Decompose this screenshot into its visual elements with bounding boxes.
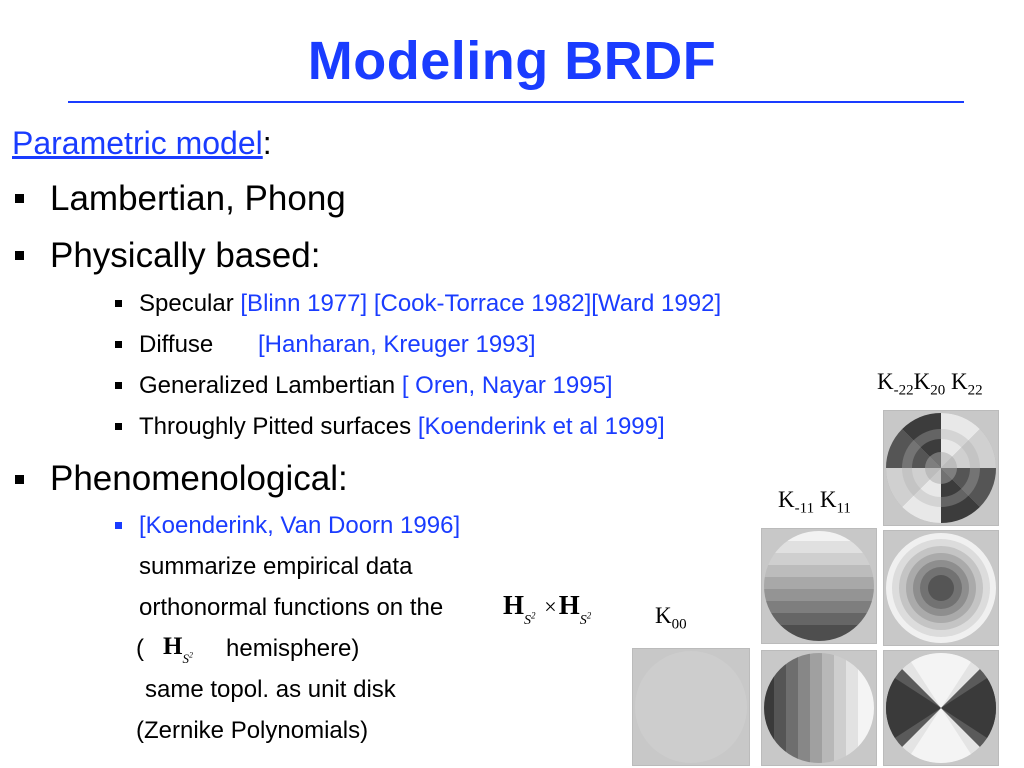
bullet-physically-based: Physically based: (50, 236, 321, 275)
slide-title: Modeling BRDF (307, 31, 717, 91)
math-product (503, 590, 592, 628)
kernel-k-11-image (761, 528, 877, 644)
pitted-label: Throughly Pitted surfaces (139, 413, 418, 440)
sub-bullet-square (115, 522, 122, 529)
bullet-phenomenological: Phenomenological: (50, 459, 348, 498)
math-sub1: S2 (524, 610, 536, 628)
label-k22: $K_{-22}K_{20}$ $K_{22}$ (877, 369, 983, 399)
text-hemi-open: ( (136, 635, 144, 662)
kernel-k22-image (883, 650, 999, 766)
item-generalized-lambertian (139, 372, 613, 400)
math-hemisphere-h: $H_{S^2}$ (163, 633, 193, 666)
text-orthonormal: orthonormal functions on the (139, 594, 444, 621)
sub-bullet-square (115, 341, 122, 348)
kernel-k-22-image (883, 410, 999, 526)
kernel-k00-image (632, 648, 750, 766)
item-diffuse (139, 331, 213, 359)
bullet-square (15, 194, 24, 203)
sub-bullet-square (115, 300, 122, 307)
specular-label: Specular (139, 290, 241, 317)
bullet-square (15, 475, 24, 484)
parametric-heading (12, 125, 272, 162)
math-h1: H (503, 590, 525, 620)
diffuse-label: Diffuse (139, 331, 214, 358)
sub-bullet-square (115, 382, 122, 389)
text-zernike: (Zernike Polynomials) (136, 717, 369, 744)
sub-bullet-square (115, 423, 122, 430)
specular-ref: [Blinn 1977] [Cook-Torrace 1982][Ward 1992] (240, 290, 722, 317)
pitted-ref: [Koenderink et al 1999] (417, 413, 665, 440)
text-summarize: summarize empirical data (139, 553, 413, 580)
text-hemisphere: hemisphere) (226, 635, 360, 662)
math-times: × (544, 594, 557, 619)
item-specular (139, 290, 721, 318)
koenderink-ref: [Koenderink, Van Doorn 1996] (139, 512, 461, 539)
title-divider (68, 101, 964, 103)
text-topol: same topol. as unit disk (145, 676, 396, 703)
kernel-k20-image (883, 530, 999, 646)
genlamb-ref: [ Oren, Nayar 1995] (401, 372, 613, 399)
genlamb-label: Generalized Lambertian (139, 372, 402, 399)
parametric-model-link[interactable]: Parametric model (12, 125, 263, 161)
item-pitted-surfaces (139, 413, 665, 441)
label-k11: $K_{-11}$ $K_{11}$ (778, 487, 851, 517)
bullet-square (15, 251, 24, 260)
bullet-lambertian: Lambertian, Phong (50, 179, 346, 218)
parametric-colon: : (262, 125, 272, 161)
math-h2: H (558, 590, 580, 620)
diffuse-ref: [Hanharan, Kreuger 1993] (258, 331, 536, 358)
math-sub2: S2 (579, 610, 592, 628)
label-k00: $K_{00}$ (655, 603, 687, 633)
kernel-k11-image (761, 650, 877, 766)
